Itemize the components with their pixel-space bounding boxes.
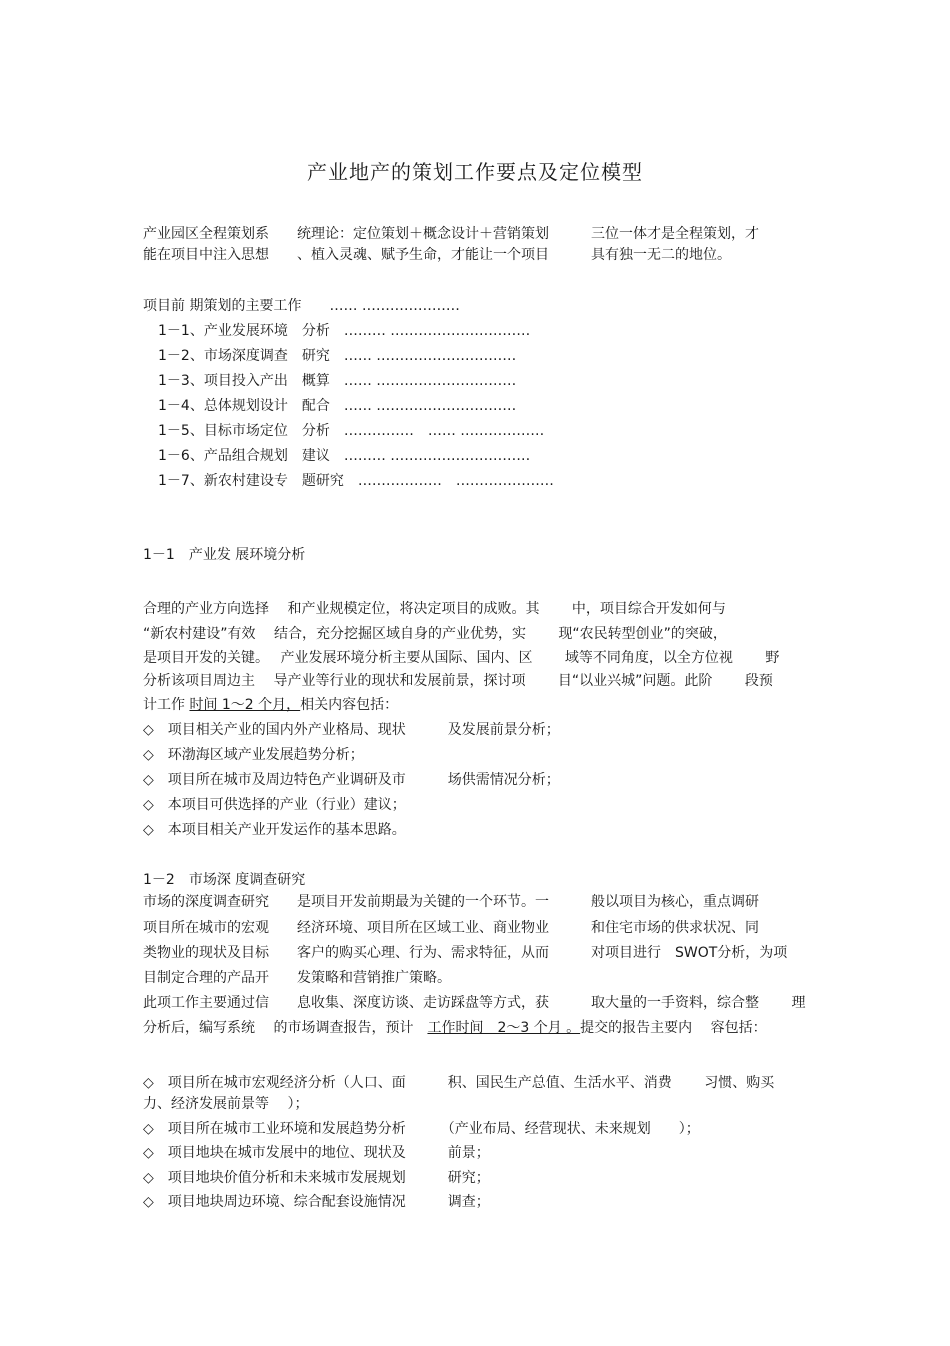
toc-heading: 项目前 期策划的主要工作 …… ………………… [143,298,460,314]
section-heading: 1－1 产业发 展环境分析 [143,547,306,563]
toc-item: 1－7、新农村建设专 题研究 ……………… ………………… [158,473,554,489]
text-run: 分析后，编写系统 的市场调查报告，预计 [143,1020,428,1036]
paragraph-line: 类物业的现状及目标 客户的购买心理、行为、需求特征，从而 对项目进行 SWOT分析，为项 [143,945,788,961]
text-run: 相关内容包括： [300,697,399,713]
paragraph-line: 项目所在城市的宏观 经济环境、项目所在区域工业、商业物业 和住宅市场的供求状况、同 [143,920,759,936]
toc-item: 1－4、总体规划设计 配合 …… ………………………… [158,398,517,414]
paragraph-line: 此项工作主要通过信 息收集、深度访谈、走访踩盘等方式，获 取大量的一手资料，综合整 理 [143,995,806,1011]
bullet-item: ◇ 项目地块在城市发展中的地位、现状及 前景； [143,1145,490,1161]
bullet-item: ◇ 项目所在城市宏观经济分析（人口、面 积、国民生产总值、生活水平、消费 习惯、购买 [143,1075,775,1091]
bullet-item: ◇ 环渤海区域产业发展趋势分析； [143,747,364,763]
document-title: 产业地产的策划工作要点及定位模型 [307,160,643,184]
paragraph-line: 合理的产业方向选择 和产业规模定位，将决定项目的成败。其 中，项目综合开发如何与 [143,601,726,617]
toc-item: 1－1、产业发展环境 分析 ……… ………………………… [158,323,531,339]
bullet-item: ◇ 项目相关产业的国内外产业格局、现状 及发展前景分析； [143,722,560,738]
paragraph-line: 是项目开发的关键。 产业发展环境分析主要从国际、国内、区 域等不同角度，以全方位视 野 [143,650,780,666]
paragraph-line [143,696,398,714]
toc-item: 1－2、市场深度调查 研究 …… ………………………… [158,348,517,364]
text-run: 提交的报告主要内 容包括： [580,1020,767,1036]
bullet-item: ◇ 本项目可供选择的产业（行业）建议； [143,797,406,813]
bullet-item: ◇ 项目所在城市工业环境和发展趋势分析 （产业布局、经营现状、未来规划 ）； [143,1121,700,1137]
section-heading: 1－2 市场深 度调查研究 [143,872,306,888]
paragraph-line [143,1019,767,1037]
bullet-item: ◇ 项目地块周边环境、综合配套设施情况 调查； [143,1194,490,1210]
bullet-item: ◇ 项目地块价值分析和未来城市发展规划 研究； [143,1170,490,1186]
paragraph-line: 目制定合理的产品开 发策略和营销推广策略。 [143,970,451,986]
paragraph-line: 市场的深度调查研究 是项目开发前期最为关键的一个环节。一 般以项目为核心，重点调研 [143,894,759,910]
underlined-duration: 时间 1～2 个月， [189,697,301,713]
bullet-item: ◇ 项目所在城市及周边特色产业调研及市 场供需情况分析； [143,772,560,788]
underlined-duration: 工作时间 2～3 个月 。 [427,1020,581,1036]
bullet-item: 力、经济发展前景等 ）； [143,1096,309,1112]
toc-item: 1－5、目标市场定位 分析 …………… …… ……………… [158,423,545,439]
toc-item: 1－3、项目投入产出 概算 …… ………………………… [158,373,517,389]
paragraph-line: 分析该项目周边主 导产业等行业的现状和发展前景，探讨项 目“以业兴城”问题。此阶 段预 [143,673,773,689]
paragraph-line: “新农村建设”有效 结合，充分挖掘区域自身的产业优势，实 现“农民转型创业”的突破， [143,626,727,642]
intro-line: 产业园区全程策划系 统理论：定位策划＋概念设计＋营销策划 三位一体才是全程策划，才 [143,226,759,242]
bullet-item: ◇ 本项目相关产业开发运作的基本思路。 [143,822,406,838]
text-run: 计工作 [143,697,190,713]
intro-line: 能在项目中注入思想 、植入灵魂、赋予生命，才能让一个项目 具有独一无二的地位。 [143,247,731,263]
toc-item: 1－6、产品组合规划 建议 ……… ………………………… [158,448,531,464]
